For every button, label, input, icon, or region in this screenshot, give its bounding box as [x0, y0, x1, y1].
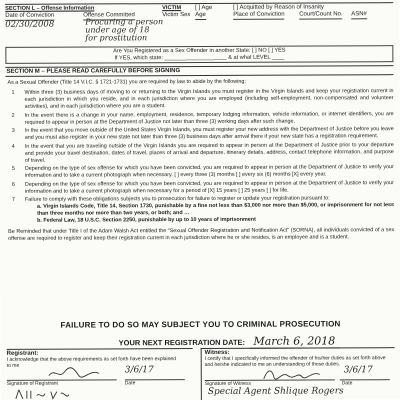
- requirement-item: [6, 142, 394, 165]
- item-number: 2: [11, 112, 15, 119]
- item-number: 3: [11, 128, 15, 135]
- item-text[interactable]: Depending on the type of sex offense for which you have been convicted, you are required to appear in person at the Department of Justice to verify your information and to take a current photograph when necessary. [ ] every three (3) months [ ] every six (6) months [X] every year.: [24, 164, 394, 179]
- item-number: 4: [11, 143, 15, 150]
- registrant-signature-label: Signature of Registrant: [6, 380, 58, 387]
- item-text: Within three (3) business days of moving to or returning to the Virgin Islands you must register in the Virgin Islands and keep your registration current in each jurisdiction in which you reside, and in each jurisdiction where you are employed (including self-employment, non-compensated and volunteer activities), and in each jurisdiction where you are a student.: [24, 88, 394, 110]
- col-age: Age: [195, 11, 206, 19]
- section-l-title: SECTION L – Offense Information: [5, 5, 95, 12]
- registrant-box: [7, 348, 193, 400]
- requirement-item: [6, 126, 394, 142]
- witness-certification: I certify that I specifically informed the offender of his/her duties as set forth above and he/she indicated to me an understanding of those duties.: [204, 355, 386, 368]
- section-l-offense-information: [5, 2, 393, 46]
- which-state-followup[interactable]: If YES, which state: ____________________ & at what LEVEL ____: [114, 54, 285, 62]
- prosecution-warning: FAILURE TO DO SO MAY SUBJECT YOU TO CRIMINAL PROSECUTION: [60, 319, 341, 330]
- section-m-title: SECTION M – PLEASE READ CAREFULLY BEFORE SIGNING: [5, 65, 393, 77]
- signature-scribble-icon: [47, 365, 107, 379]
- registrant-name-mark: [13, 388, 73, 400]
- item-number: 6: [11, 181, 15, 188]
- handwritten-name-icon: [13, 388, 73, 400]
- item-text: In the event that you move outside of the United States Virgin Islands, you must register your new address with the Department of Justice before you leave and you must also register in your new state not later than three (3) business days after arrival there if your new state has a registration requirement.: [24, 126, 394, 141]
- item-text: Failure to comply with these obligations subjects you to prosecution for failure to register or update your registration pursuant to:: [24, 195, 330, 203]
- registrant-date-value[interactable]: 3/6/17: [124, 365, 154, 376]
- requirement-item: [6, 111, 394, 127]
- witness-title: Witness:: [204, 349, 230, 356]
- col-asn: ASN#: [351, 11, 367, 18]
- registered-other-state-box: [5, 45, 393, 64]
- registrant-acknowledgement: I acknowledge that the above requirements as set forth have been explained to me: [6, 356, 176, 369]
- requirement-item: [6, 88, 394, 111]
- offense-line-1: Procuring a person: [85, 17, 164, 27]
- next-registration-date[interactable]: March 6, 2018: [249, 334, 339, 348]
- registered-other-state-question[interactable]: Are You Registered as a Sex Offender in another State: [ ] NO [ ] YES: [113, 47, 286, 55]
- witness-box: [201, 347, 395, 400]
- witness-date-label: Date: [341, 380, 353, 387]
- witness-signature-mark: [262, 366, 324, 385]
- offense-line-3: for prostitution: [85, 33, 148, 43]
- requirement-item: [6, 180, 394, 196]
- section-m-requirements: [5, 65, 394, 243]
- registrant-date-label: Date: [124, 380, 136, 387]
- requirement-item: [6, 164, 394, 180]
- witness-printed-name[interactable]: Special Agent Shlique Rogers: [207, 386, 344, 397]
- requirements-list: [6, 88, 395, 225]
- witness-date-value[interactable]: 3/6/17: [343, 365, 373, 376]
- col-court-count-no: Court/Count No.: [299, 11, 343, 18]
- victim-label: VICTIM: [162, 5, 182, 12]
- col-date-of-conviction: Date of Conviction: [5, 12, 55, 19]
- acquitted-insanity-check[interactable]: [ ] Acquitted by Reason of Insanity: [233, 4, 324, 11]
- item-text: In the event there is a change in your name, employment, residence, temporary lodging information, vehicle information, or internet identifiers, you are required to appear in person at the Department of Justice not later than three (3) working days after such change.: [24, 110, 394, 126]
- next-registration-label: YOUR NEXT REGISTRATION DATE:: [118, 337, 246, 348]
- sorna-reminder: Be Reminded that under Title I of the Adam Walsh Act entitled the “Sexual Offender Registration and Notification Act” (SORNA), all individuals convicted of a sex offense are required to register and keep their registration current in each jurisdiction where he or she resides, is an employee and is a student.: [8, 227, 395, 243]
- item-text: In the event that you are traveling outside of the Virgin Islands you are required to appear in person at the Department of Justice prior to your departure and provide your travel destination, dates of travel, places of arrival and departure, itinerary details, address, contact telephone information, and purpose of travel.: [24, 141, 394, 164]
- penalty-federal-law: b. Federal Law, 18 U.S.C. Section 2250, punishable by up to 10 years of imprisonment: [37, 216, 256, 224]
- offense-committed-value[interactable]: [85, 18, 163, 42]
- col-victim-sex: Victim Sex: [162, 12, 191, 19]
- registrant-title: Registrant:: [6, 350, 39, 357]
- item-text[interactable]: Depending on the type of sex offense for which you have been convicted, you are required to appear in person at the Department of Justice to verify your information and to take a current photograph when necessary for a period of [X] 15 years [ ] 25 years [ ] for life.: [24, 179, 394, 195]
- date-of-conviction-value[interactable]: 02/30/2008: [5, 19, 55, 30]
- offense-line-2: under age of 18: [85, 25, 150, 35]
- col-offense-committed: Offense Committed: [83, 12, 135, 19]
- item-number: 7: [11, 197, 16, 204]
- witness-signature-label: Signature of Witness: [204, 380, 251, 387]
- victim-age-check[interactable]: [ ] Age: [195, 4, 213, 12]
- item-number: 5: [11, 166, 15, 173]
- section-m-intro: As a Sexual Offender (Title 14 V.I.C. § 1721-1731) you are required by law to abide by the following:: [7, 78, 246, 86]
- item-number: 1: [11, 90, 15, 97]
- requirement-item: [6, 195, 394, 225]
- col-place-of-conviction: Place of Conviction: [233, 11, 285, 18]
- penalty-vi-code: a. Virgin Islands Code, Title 14, Section 1730, punishable by a fine not less than $3,000 nor more than $5,000, or imprisonment for not less than three months nor more than two years, or both; and …: [37, 202, 395, 217]
